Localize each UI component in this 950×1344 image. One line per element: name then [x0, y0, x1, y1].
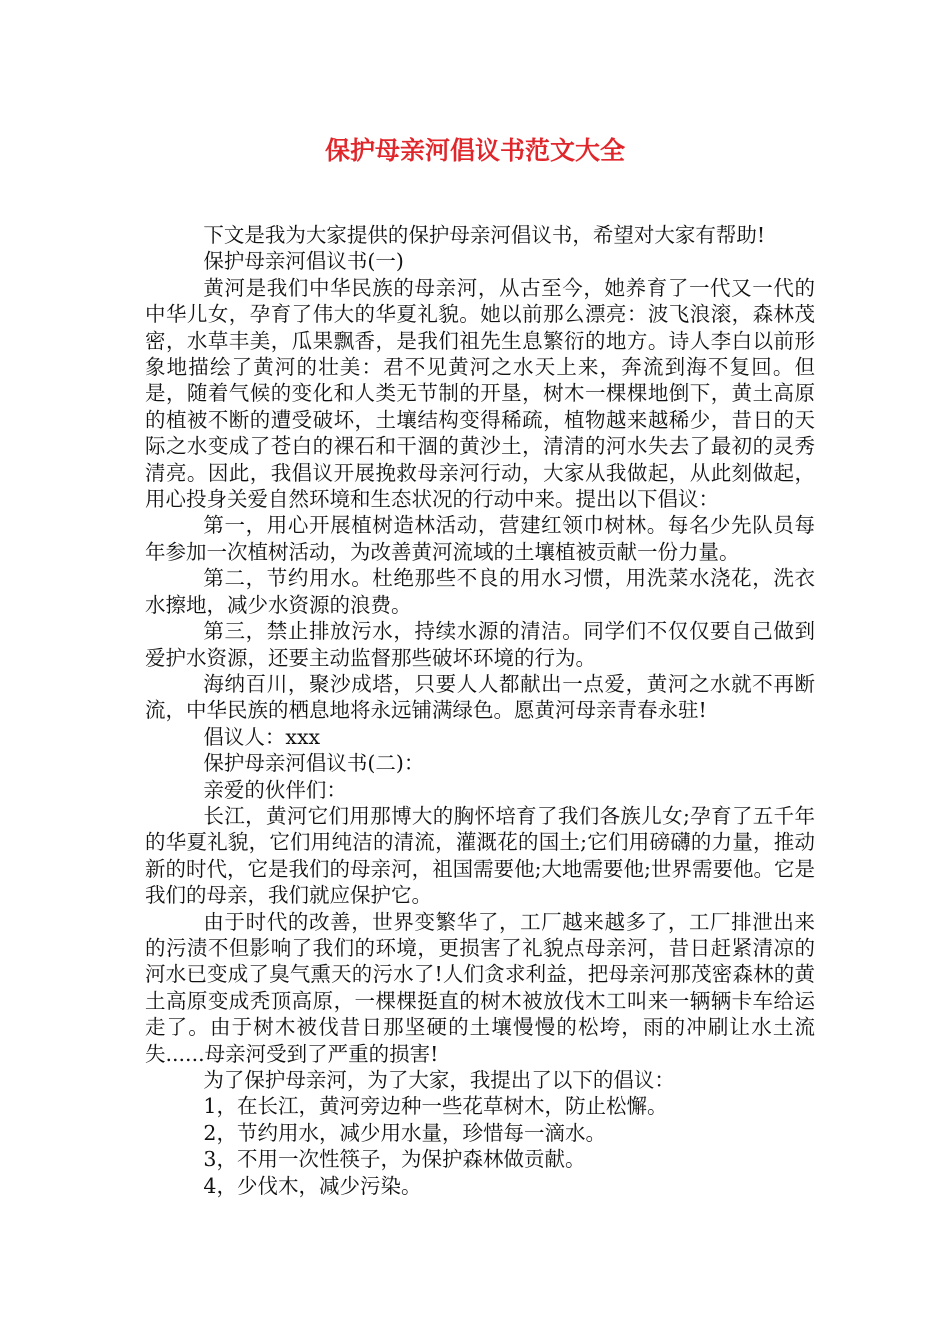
paragraph: 3，不用一次性筷子，为保护森林做贡献。 [203, 1147, 586, 1172]
paragraph: 1，在长江，黄河旁边种一些花草树木，防止松懈。 [203, 1094, 668, 1119]
paragraph: 保护母亲河倡议书(一) [203, 249, 404, 274]
document-body [145, 222, 815, 1199]
paragraph: 第三，禁止排放污水，持续水源的清洁。同学们不仅仅要自己做到爱护水资源，还要主动监督那些破坏环境的行为。 [145, 619, 815, 670]
paragraph: 长江，黄河它们用那博大的胸怀培育了我们各族儿女;孕育了五千年的华夏礼貌，它们用纯洁的清流，灌溉花的国土;它们用磅礴的力量，推动新的时代，它是我们的母亲河，祖国需要他;大地需要他;世界需要他。它是我们的母亲，我们就应保护它。 [145, 803, 815, 908]
paragraph: 4，少伐木，减少污染。 [203, 1173, 422, 1198]
paragraph: 第二，节约用水。杜绝那些不良的用水习惯，用洗菜水浇花，洗衣水擦地，减少水资源的浪费。 [145, 566, 815, 617]
paragraph: 由于时代的改善，世界变繁华了，工厂越来越多了，工厂排泄出来的污渍不但影响了我们的环境，更损害了礼貌点母亲河，昔日赶紧清凉的河水已变成了臭气熏天的污水了!人们贪求利益，把母亲河那茂密森林的黄土高原变成秃顶高原，一棵棵挺直的树木被放伐木工叫来一辆辆卡车给运走了。由于树木被伐昔日那坚硬的土壤慢慢的松垮，雨的冲刷让水土流失......母亲河受到了严重的损害! [145, 909, 815, 1066]
paragraph: 保护母亲河倡议书(二)： [203, 751, 425, 776]
paragraph: 2，节约用水，减少用水量，珍惜每一滴水。 [203, 1120, 606, 1145]
paragraph: 海纳百川，聚沙成塔，只要人人都献出一点爱，黄河之水就不再断流，中华民族的栖息地将永远铺满绿色。愿黄河母亲青春永驻! [145, 671, 815, 723]
paragraph: 亲爱的伙伴们： [203, 777, 347, 802]
paragraph: 黄河是我们中华民族的母亲河，从古至今，她养育了一代又一代的中华儿女，孕育了伟大的华夏礼貌。她以前那么漂亮：波飞浪滚，森林茂密，水草丰美，瓜果飘香，是我们祖先生息繁衍的地方。诗人李白以前形象地描绘了黄河的壮美：君不见黄河之水天上来，奔流到海不复回。但是，随着气候的变化和人类无节制的开垦，树木一棵棵地倒下，黄土高原的植被不断的遭受破坏，土壤结构变得稀疏，植物越来越稀少，昔日的天际之水变成了苍白的裸石和干涸的黄沙土，清清的河水失去了最初的灵秀清亮。因此，我倡议开展挽救母亲河行动，大家从我做起，从此刻做起，用心投身关爱自然环境和生态状况的行动中来。提出以下倡议： [145, 275, 815, 512]
paragraph: 为了保护母亲河，为了大家，我提出了以下的倡议： [203, 1068, 675, 1092]
paragraph: 下文是我为大家提供的保护母亲河倡议书，希望对大家有帮助! [203, 223, 766, 247]
paragraph: 倡议人：xxx [203, 724, 321, 749]
page-title: 保护母亲河倡议书范文大全 [324, 136, 625, 165]
paragraph: 第一，用心开展植树造林活动，营建红领巾树林。每名少先队员每年参加一次植树活动，为改善黄河流域的土壤植被贡献一份力量。 [145, 513, 815, 564]
